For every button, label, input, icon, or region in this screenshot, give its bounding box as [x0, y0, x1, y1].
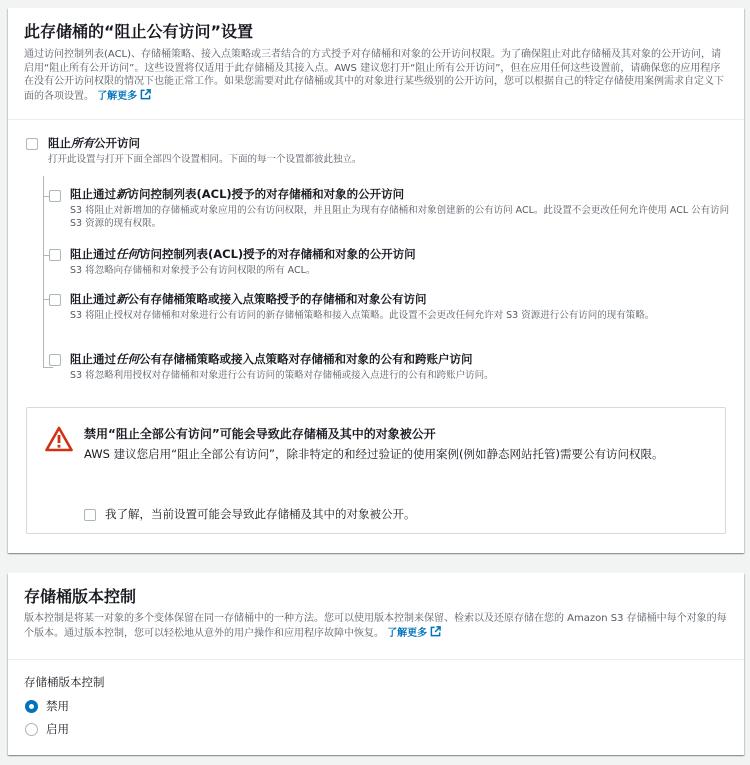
block-any-policy-checkbox[interactable] — [49, 354, 61, 366]
bpa-description — [24, 48, 728, 103]
block-public-access-panel — [8, 8, 744, 553]
block-any-policy-title-em: 任何 — [116, 352, 139, 366]
warning-title: 禁用“阻止全部公有访问”可能会导致此存储桶及其中的对象被公开 — [84, 427, 436, 441]
block-new-acl-checkbox[interactable] — [49, 190, 61, 202]
block-any-policy-title-prefix: 阻止通过 — [70, 352, 116, 366]
block-all-title-suffix: 公开访问 — [94, 136, 140, 150]
versioning-enable-label[interactable]: 启用 — [46, 722, 69, 736]
bpa-divider — [8, 119, 744, 120]
versioning-field-label: 存储桶版本控制 — [24, 675, 105, 689]
block-new-policy-checkbox[interactable] — [49, 294, 61, 306]
block-all-description: 打开此设置与打开下面全部四个设置相同。下面的每一个设置都彼此独立。 — [48, 154, 362, 165]
bpa-description-text: 通过访问控制列表(ACL)、存储桶策略、接入点策略或三者结合的方式授予对存储桶和对象的公开访问权限。为了确保阻止对此存储桶及其对象的公开访问，请启用“阻止所有公开访问”。这些设置将仅适用于此存储桶及其接入点。AWS 建议您打开“阻止所有公开访问”，但在应用任何这些设置前，请确保您的应用程序在没有公开访问权限的情况下也能正常工作。如果您需要对此存储桶或其中的对象进行某些级别的公开访问，您可以根据自己的特定存储使用案例需求自定义下面的各项设置。 — [24, 49, 724, 102]
block-any-policy-description: S3 将忽略利用授权对存储桶和对象进行公有访问的策略对存储桶或接入点进行的公有和跨账户访问。 — [70, 370, 494, 381]
warning-description: AWS 建议您启用“阻止全部公有访问”，除非特定的和经过验证的使用案例(例如静态网站托管)需要公有访问权限。 — [84, 447, 664, 461]
bpa-title: 此存储桶的“阻止公有访问”设置 — [24, 22, 254, 41]
bpa-header — [8, 8, 744, 103]
block-new-acl-title-em: 新 — [116, 187, 128, 201]
block-any-acl-title-em: 任何 — [116, 247, 139, 261]
block-any-acl-title-prefix: 阻止通过 — [70, 247, 116, 261]
block-any-acl-title-suffix: 访问控制列表(ACL)授予的对存储桶和对象的公开访问 — [139, 247, 416, 261]
versioning-description-text: 版本控制是将某一对象的多个变体保留在同一存储桶中的一种方法。您可以使用版本控制来保留、检索以及还原存储在您的 Amazon S3 存储桶中每个对象的每个版本。通过版本控制，您可以轻松地从意外的用户操作和应用程序故障中恢复。 — [24, 613, 727, 639]
block-new-policy-title — [70, 292, 427, 307]
block-any-acl-title — [70, 247, 416, 262]
block-new-policy-title-prefix: 阻止通过 — [70, 292, 116, 306]
external-link-icon — [140, 89, 151, 100]
block-all-title-em: 所有 — [71, 136, 94, 150]
versioning-learn-more-label: 了解更多 — [387, 627, 428, 639]
block-new-policy-description: S3 将阻止授权对存储桶和对象进行公有访问的新存储桶策略和接入点策略。此设置不会更改任何允许对 S3 资源进行公有访问的现有策略。 — [70, 310, 655, 321]
block-any-acl-checkbox[interactable] — [49, 249, 61, 261]
bpa-learn-more-label: 了解更多 — [97, 90, 138, 102]
block-new-acl-title-prefix: 阻止通过 — [70, 187, 116, 201]
block-new-acl-description: S3 将阻止对新增加的存储桶或对象应用的公有访问权限，并且阻止为现有存储桶和对象创建新的公有访问 ACL。此设置不会更改任何允许使用 ACL 公有访问 S3 资源的现有权限。 — [70, 205, 730, 229]
block-any-acl-description: S3 将忽略向存储桶和对象授予公有访问权限的所有 ACL。 — [70, 265, 316, 276]
block-new-acl-title — [70, 187, 404, 202]
bpa-learn-more-link[interactable] — [97, 91, 151, 102]
acknowledge-label[interactable]: 我了解，当前设置可能会导致此存储桶及其中的对象被公开。 — [105, 507, 416, 521]
block-all-title-prefix: 阻止 — [48, 136, 71, 150]
versioning-disable-radio[interactable] — [25, 700, 38, 713]
public-access-warning — [26, 407, 726, 534]
block-new-policy-title-suffix: 公有存储桶策略或接入点策略授予的存储桶和对象公有访问 — [127, 292, 427, 306]
versioning-disable-label[interactable]: 禁用 — [46, 699, 69, 713]
versioning-divider — [8, 659, 744, 660]
block-any-policy-title — [70, 352, 473, 367]
acknowledge-checkbox[interactable] — [84, 509, 96, 521]
block-all-title — [48, 136, 140, 151]
block-new-acl-title-suffix: 访问控制列表(ACL)授予的对存储桶和对象的公开访问 — [127, 187, 405, 201]
block-new-policy-title-em: 新 — [116, 292, 128, 306]
block-any-policy-title-suffix: 公有存储桶策略或接入点策略对存储桶和对象的公有和跨账户访问 — [139, 352, 473, 366]
external-link-icon — [430, 626, 441, 637]
versioning-description — [24, 612, 728, 640]
block-all-checkbox[interactable] — [26, 138, 38, 150]
versioning-header — [8, 573, 744, 640]
versioning-panel — [8, 573, 744, 755]
versioning-learn-more-link[interactable] — [387, 628, 441, 639]
versioning-title: 存储桶版本控制 — [24, 587, 137, 606]
warning-triangle-icon — [45, 426, 73, 452]
versioning-enable-radio[interactable] — [25, 723, 38, 736]
tree-line-vertical — [43, 176, 44, 368]
tree-line-branch — [43, 367, 53, 368]
